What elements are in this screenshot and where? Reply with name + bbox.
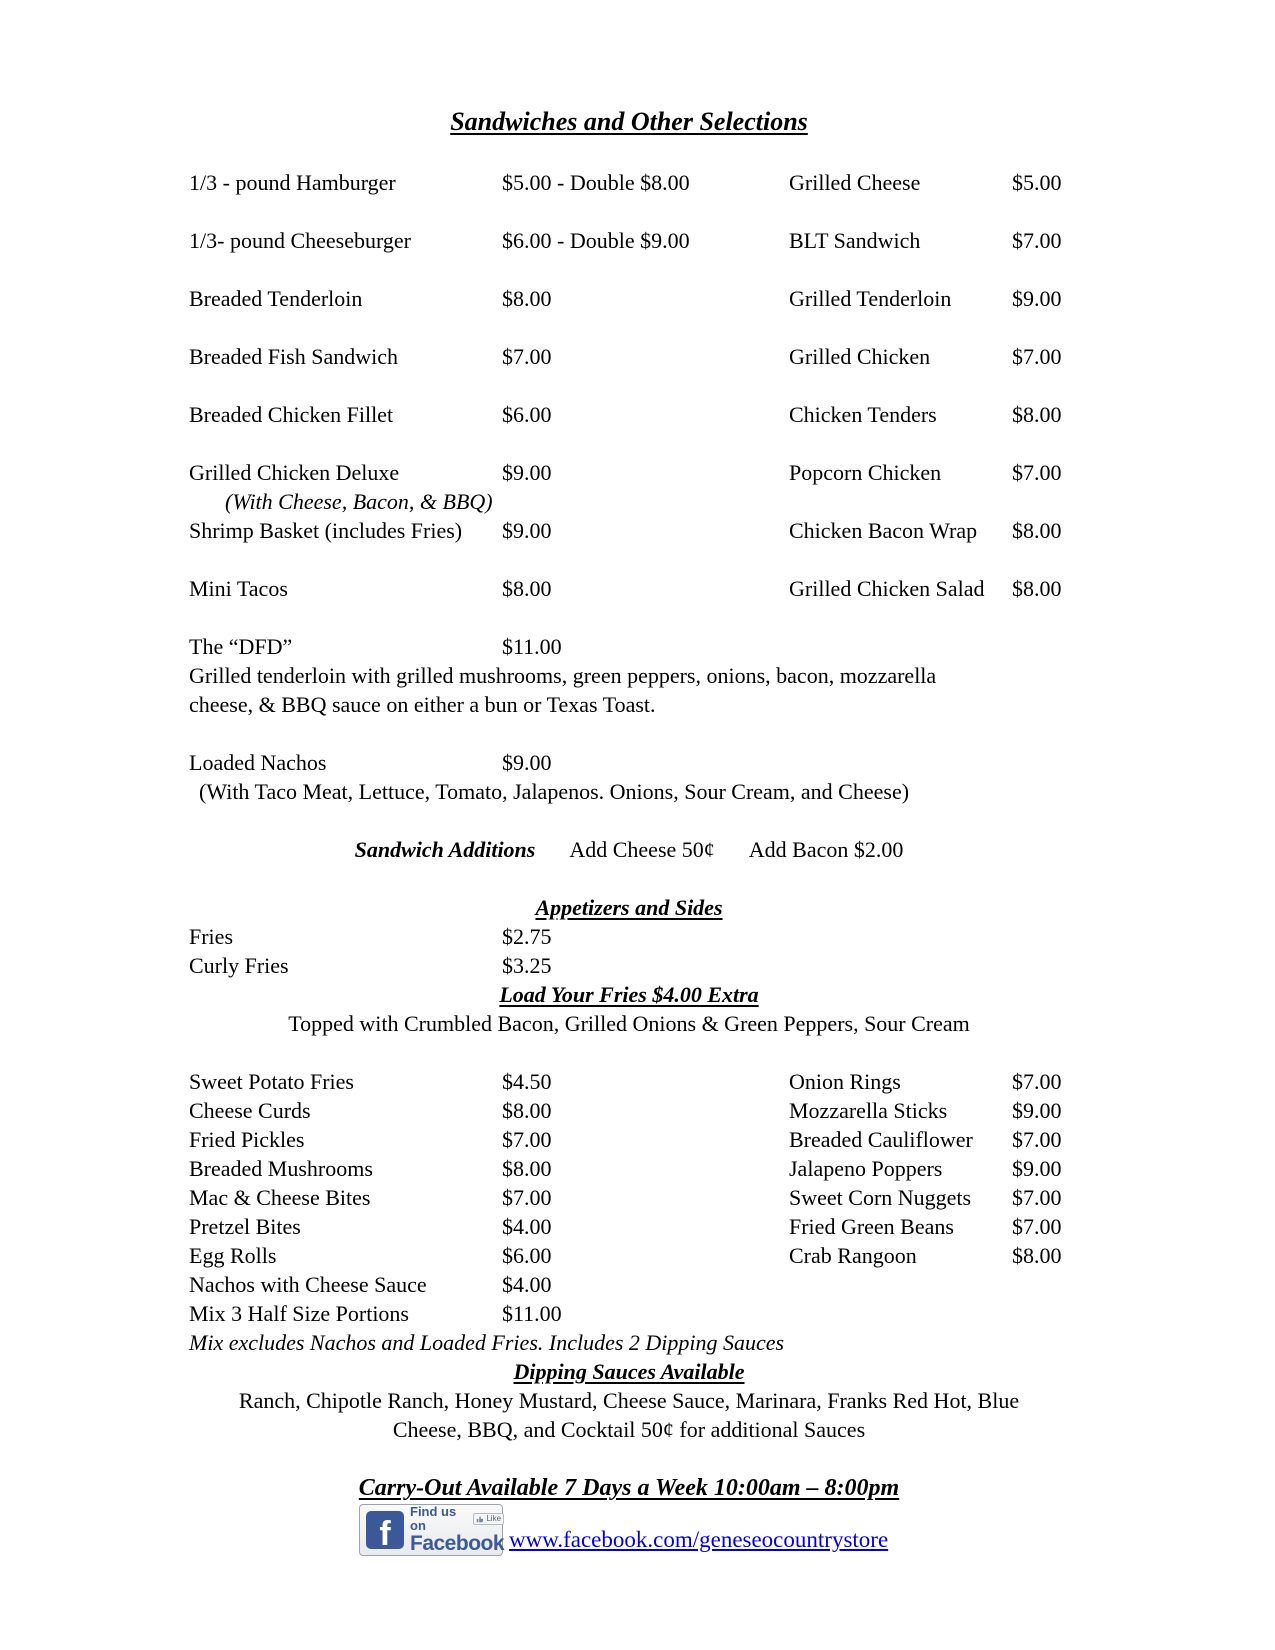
menu-row (189, 458, 1069, 487)
additions-cheese: Add Cheese 50¢ (569, 837, 715, 862)
additions-label: Sandwich Additions (354, 837, 536, 862)
item-name (789, 1299, 1012, 1328)
menu-row (189, 1154, 1069, 1183)
item-name: Jalapeno Poppers (789, 1156, 943, 1181)
section-heading (189, 1357, 1069, 1386)
item-name: Grilled Tenderloin (789, 286, 952, 311)
item-note: (With Cheese, Bacon, & BBQ) (225, 489, 493, 514)
item-name: Fries (189, 924, 233, 949)
menu-row (189, 1299, 1069, 1328)
menu-row (189, 1125, 1069, 1154)
section-heading-text: Appetizers and Sides (535, 895, 723, 920)
section-heading (189, 893, 1069, 922)
dipping-sauces-line: Ranch, Chipotle Ranch, Honey Mustard, Cheese Sauce, Marinara, Franks Red Hot, Blue (238, 1388, 1020, 1413)
item-price: $8.00 (502, 1156, 552, 1181)
menu-row (189, 951, 1069, 980)
item-name: Fried Green Beans (789, 1214, 954, 1239)
item-price: $9.00 (502, 518, 552, 543)
item-name: Sweet Potato Fries (189, 1069, 354, 1094)
item-name: Egg Rolls (189, 1243, 277, 1268)
item-price (1012, 1299, 1069, 1328)
item-price: $9.00 (502, 460, 552, 485)
menu-row (189, 226, 1069, 255)
section-heading (189, 980, 1069, 1009)
item-name: Grilled Chicken Salad (789, 576, 985, 601)
item-description: cheese, & BBQ sauce on either a bun or Texas Toast. (189, 692, 656, 717)
item-price: $9.00 (1012, 1156, 1062, 1181)
item-name: Chicken Bacon Wrap (789, 518, 978, 543)
facebook-find-us-label: Find us on (410, 1504, 457, 1533)
item-name: Curly Fries (189, 953, 289, 978)
item-price: $7.00 (502, 344, 552, 369)
additions-bacon: Add Bacon $2.00 (748, 837, 904, 862)
item-price: $8.00 (1012, 1243, 1062, 1268)
item-price: $4.00 (502, 1214, 552, 1239)
item-name: Cheese Curds (189, 1098, 311, 1123)
item-price: $7.00 (502, 1185, 552, 1210)
item-name: Grilled Chicken Deluxe (189, 460, 400, 485)
item-name: Chicken Tenders (789, 402, 937, 427)
facebook-row (359, 1504, 1069, 1556)
item-name: The “DFD” (189, 634, 293, 659)
item-name: Grilled Chicken (789, 344, 931, 369)
item-name: Onion Rings (789, 1069, 901, 1094)
menu-row (189, 632, 1069, 661)
page-title (189, 106, 1069, 138)
item-name: Shrimp Basket (includes Fries) (189, 518, 463, 543)
item-price: $8.00 (1012, 402, 1062, 427)
item-price: $11.00 (502, 1301, 562, 1326)
item-price: $7.00 (1012, 1069, 1062, 1094)
item-price: $7.00 (1012, 1127, 1062, 1152)
item-price (1012, 1270, 1069, 1299)
item-name: Fried Pickles (189, 1127, 305, 1152)
facebook-logo-icon: f (366, 1511, 404, 1549)
menu-row (189, 1183, 1069, 1212)
item-price: $7.00 (1012, 228, 1062, 253)
item-price: $9.00 (1012, 286, 1062, 311)
menu-row (189, 748, 1069, 777)
item-name: Breaded Chicken Fillet (189, 402, 394, 427)
item-name: Mini Tacos (189, 576, 288, 601)
item-name: Breaded Fish Sandwich (189, 344, 398, 369)
item-name: Crab Rangoon (789, 1243, 917, 1268)
item-price: $2.75 (502, 924, 552, 949)
facebook-badge-text (410, 1505, 504, 1555)
menu-row (189, 922, 1069, 951)
item-price: $6.00 (502, 402, 552, 427)
item-price: $4.50 (502, 1069, 552, 1094)
facebook-badge[interactable] (359, 1504, 503, 1556)
menu-row (189, 574, 1069, 603)
item-price: $5.00 (1012, 170, 1062, 195)
item-price: $7.00 (1012, 460, 1062, 485)
like-label: Like (486, 1514, 502, 1523)
loaded-fries-description: Topped with Crumbled Bacon, Grilled Onions & Green Peppers, Sour Cream (288, 1011, 970, 1036)
section-heading-text: Dipping Sauces Available (513, 1359, 745, 1384)
dipping-sauces-line: Cheese, BBQ, and Cocktail 50¢ for additional Sauces (392, 1417, 866, 1442)
item-price: $6.00 (502, 1243, 552, 1268)
item-price: $11.00 (502, 634, 562, 659)
item-name: Nachos with Cheese Sauce (189, 1272, 427, 1297)
item-name (789, 1270, 1012, 1299)
carryout-text: Carry-Out Available 7 Days a Week 10:00am – 8:00pm (358, 1475, 900, 1501)
menu-row (189, 1241, 1069, 1270)
item-name: Mix 3 Half Size Portions (189, 1301, 409, 1326)
mix-note: Mix excludes Nachos and Loaded Fries. Includes 2 Dipping Sauces (189, 1330, 785, 1355)
menu-row (189, 400, 1069, 429)
item-name: Breaded Tenderloin (189, 286, 363, 311)
item-name: Breaded Cauliflower (789, 1127, 973, 1152)
menu-row (189, 1096, 1069, 1125)
facebook-like-button (473, 1513, 504, 1525)
item-price: $7.00 (1012, 344, 1062, 369)
item-name: 1/3- pound Cheeseburger (189, 228, 411, 253)
item-price: $6.00 - Double $9.00 (502, 228, 690, 253)
item-price: $7.00 (502, 1127, 552, 1152)
item-price: $8.00 (502, 1098, 552, 1123)
item-name: Grilled Cheese (789, 170, 921, 195)
menu-row (189, 516, 1069, 545)
item-note: (With Taco Meat, Lettuce, Tomato, Jalapenos. Onions, Sour Cream, and Cheese) (199, 779, 910, 804)
thumb-up-icon (476, 1515, 484, 1523)
item-name: Breaded Mushrooms (189, 1156, 373, 1181)
item-name: Mac & Cheese Bites (189, 1185, 371, 1210)
item-price: $8.00 (502, 576, 552, 601)
item-name: Loaded Nachos (189, 750, 327, 775)
menu-row (189, 284, 1069, 313)
menu-content (189, 106, 1069, 1556)
item-name: BLT Sandwich (789, 228, 921, 253)
carryout-heading (189, 1473, 1069, 1503)
menu-row (189, 1067, 1069, 1096)
section-heading-text: Load Your Fries $4.00 Extra (499, 982, 759, 1007)
item-price: $8.00 (1012, 576, 1062, 601)
item-name: Pretzel Bites (189, 1214, 301, 1239)
item-name: Sweet Corn Nuggets (789, 1185, 972, 1210)
item-name: Popcorn Chicken (789, 460, 942, 485)
item-price: $8.00 (502, 286, 552, 311)
item-price: $7.00 (1012, 1185, 1062, 1210)
item-description: Grilled tenderloin with grilled mushrooms, green peppers, onions, bacon, mozzarella (189, 663, 937, 688)
item-name: 1/3 - pound Hamburger (189, 170, 396, 195)
item-name: Mozzarella Sticks (789, 1098, 948, 1123)
menu-row (189, 168, 1069, 197)
item-price: $7.00 (1012, 1214, 1062, 1239)
sandwich-additions (189, 835, 1069, 864)
item-price: $9.00 (1012, 1098, 1062, 1123)
item-price: $8.00 (1012, 518, 1062, 543)
menu-row (189, 342, 1069, 371)
item-price: $5.00 - Double $8.00 (502, 170, 690, 195)
menu-row (189, 1212, 1069, 1241)
menu-row (189, 1270, 1069, 1299)
item-price: $3.25 (502, 953, 552, 978)
facebook-url-link[interactable]: www.facebook.com/geneseocountrystore (509, 1527, 889, 1552)
facebook-brand-label: Facebook (410, 1532, 505, 1555)
item-price: $4.00 (502, 1272, 552, 1297)
item-price: $9.00 (502, 750, 552, 775)
page-title-text: Sandwiches and Other Selections (450, 107, 808, 136)
